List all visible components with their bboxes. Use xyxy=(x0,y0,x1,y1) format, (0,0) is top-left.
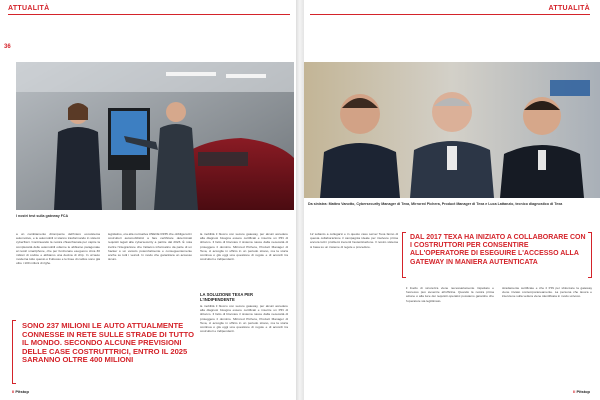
body-column-3: la mobilità il blocco con secure gateway, per alcuni accedere alla diagnosi bisogna essere certificati e inserire un PIN di sblocco. Il fatto di bloccare il sistema nasce dalla necessità di proteggere il dominio. Mirrored Pichera, Product Manager di Texa, ci accoglie in ufficio in un periodo strano, ma la storia continua è già oggi una questione di regole e di accordi tra costruttori e indipendenti. xyxy=(200,304,288,334)
magazine-logo: Il Pitstop xyxy=(12,389,29,394)
spine-gutter xyxy=(296,0,304,400)
body-column-1-right: 12 soltanto a collegarsi e in questo caso server Texa fanno di questa collaborazione il campagnia ideale per risolvere prima ancora tutti i problemi inerenti l'autenticazione. Il nostro sistema si basa su un insieme di regole e procedure. xyxy=(310,232,398,249)
header-rule xyxy=(8,14,290,15)
subhead-texa-solution: LA SOLUZIONE TEXA PER L'INDIPENDENTE xyxy=(200,292,253,302)
photo-caption: I nostri test sulla gateway FCA xyxy=(16,214,69,218)
magazine-logo-right: Il Pitstop xyxy=(573,389,590,394)
right-page xyxy=(304,0,600,400)
page-number: 36 xyxy=(4,44,11,50)
left-page xyxy=(0,0,296,400)
section-label-right: ATTUALITÀ xyxy=(548,5,590,12)
photo-caption-right: Da sinistra: Matteo Vanotto, Cybersecurity Manager di Texa, Mirrored Pichera, Product Manager di Texa e Luca Lattanzio, tecnico diagnostico di Texa xyxy=(308,202,563,206)
pull-quote: SONO 237 MILIONI LE AUTO ATTUALMENTE CONNESSE IN RETE SULLE STRADE DI TUTTO IL MONDO. SECONDO ALCUNE PREVISIONI DELLE CASE COSTRUTTRICI, ENTRO IL 2025 SARANNO OLTRE 400 MILIONI xyxy=(22,321,194,365)
quote-bracket xyxy=(12,320,16,384)
photo-texa-team-image xyxy=(304,62,600,198)
quote-bracket-left xyxy=(402,232,406,278)
body-column-3-top: la mobilità il blocco con secure gateway, per alcuni accedere alla diagnosi bisogna essere certificati e inserire un PIN di sblocco. Il fatto di bloccare il sistema nasce dalla necessità di proteggere il dominio. Mirrored Pichera, Product Manager di Texa, ci accoglie in ufficio in un periodo strano, ma la storia continua è già oggi una questione di regole e di accordi tra costruttori e indipendenti. xyxy=(200,232,288,262)
body-column-3-right: stradamente certificate e che il PIN per sbloccare la gateway viene inviato contemporaneamente. La persona che lavora e interviene sulla vettura viene identificata in modo univoco. xyxy=(502,286,592,299)
body-column-1: a un cambiamento dirompente dell'intero ecosistema automotive, e le automobili si stanno trasformando in sistemi cyberfisici. Continuando la nostra chiacchierata per capire la complessità delle automobili odierne le abbiamo paragonate al nostri smartphone, che per funzionare eseguono circa 30 milioni di codice e abbiamo una decina di chip. In un'auto moderna tutto questo è fruttuoso e le linee di codice sono già oltre i 100 milioni di righe. xyxy=(16,232,100,266)
section-label: ATTUALITÀ xyxy=(8,5,50,12)
header-rule-right xyxy=(310,14,590,15)
pull-quote-right: DAL 2017 TEXA HA INIZIATO A COLLABORARE CON I COSTRUTTORI PER CONSENTIRE ALL'OPERATORE DI ESEGUIRE L'ACCESSO ALLA GATEWAY IN MANIERA AUTENTICATA xyxy=(410,234,586,266)
quote-bracket-right xyxy=(588,232,592,278)
photo-gateway-test-image xyxy=(16,62,294,210)
photo-gateway-test xyxy=(16,62,294,210)
body-column-2-right: il livello di sicurezza viene necessariamente rispettato e l'accesso può avvenire all'officina. Quando la nostra prima azione è alla luce dei requisiti operativi possiamo garantire che l'operatore sia legittimato. xyxy=(406,286,494,303)
body-column-2: legislativo, ora alla normativa UNECE R155 che obbliga tutti i costruttori automobilistici a fare certificare determinati requisiti legati alla cybersecurity a partire dal 2023. È nota inoltre l'integrazione che l'attacco informatico da parte di un hacker è un veicolo potenzialmente e conseguentemente anche su tutti i veicoli. In modo che garantisca un accesso sicuro. xyxy=(108,232,192,262)
photo-texa-team xyxy=(304,62,600,198)
